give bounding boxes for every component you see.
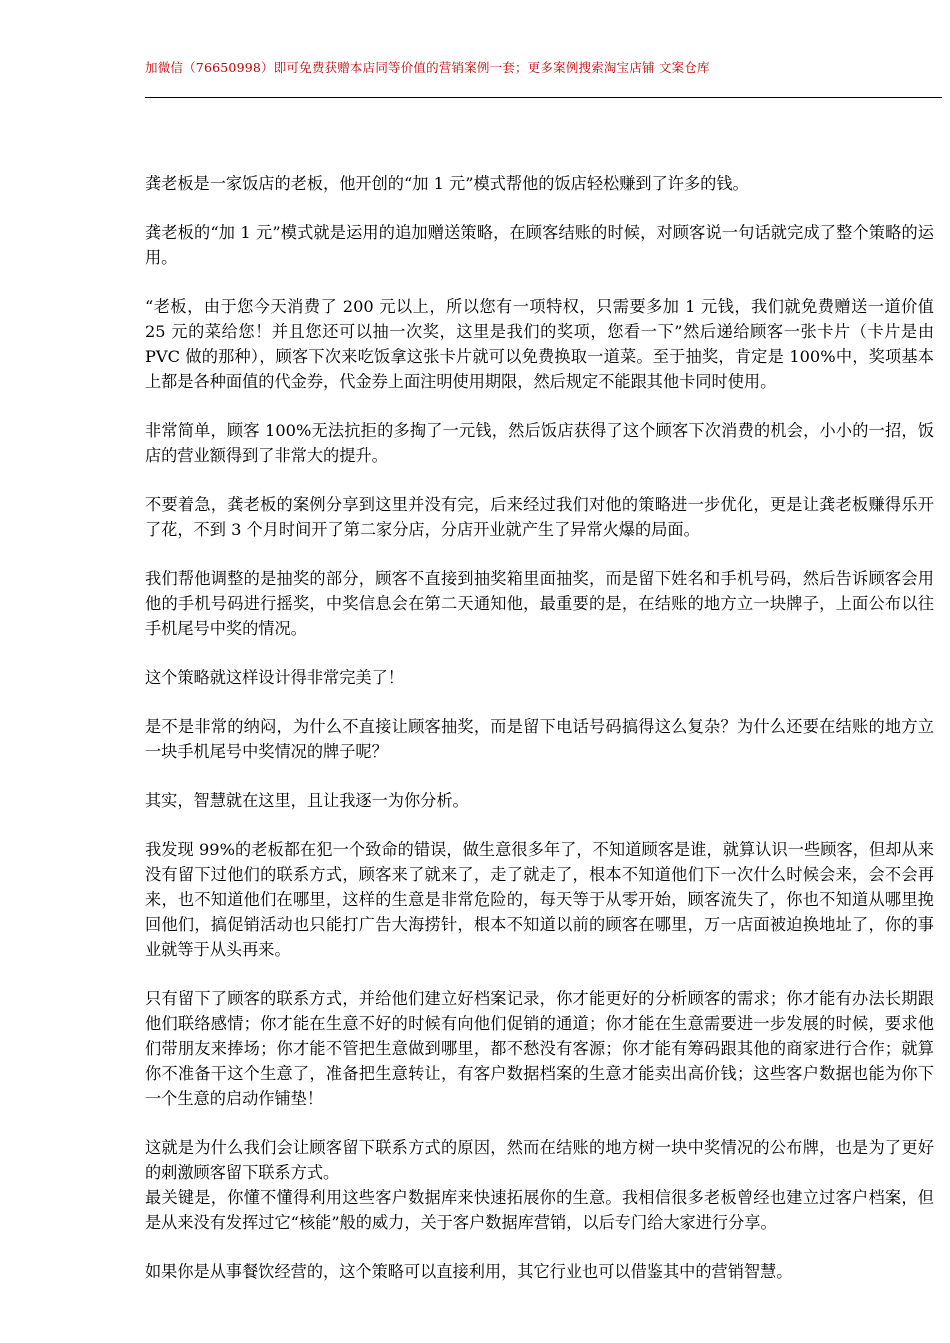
paragraph: 我们帮他调整的是抽奖的部分，顾客不直接到抽奖箱里面抽奖，而是留下姓名和手机号码，然后告诉顾客会用他的手机号码进行摇奖，中奖信息会在第二天通知他，最重要的是，在结账的地方立一块牌子，上面公布以往手机尾号中奖的情况。	[145, 569, 934, 638]
article-body	[145, 171, 934, 1308]
paragraph: 龚老板的“加 1 元”模式就是运用的追加赠送策略，在顾客结账的时候，对顾客说一句话就完成了整个策略的运用。	[145, 223, 934, 267]
paragraph: 不要着急，龚老板的案例分享到这里并没有完，后来经过我们对他的策略进一步优化，更是让龚老板赚得乐开了花，不到 3 个月时间开了第二家分店，分店开业就产生了异常火爆的局面。	[145, 495, 934, 539]
paragraph: 这就是为什么我们会让顾客留下联系方式的原因，然而在结账的地方树一块中奖情况的公布牌，也是为了更好的刺激顾客留下联系方式。	[145, 1138, 934, 1182]
paragraph: 如果你是从事餐饮经营的，这个策略可以直接利用，其它行业也可以借鉴其中的营销智慧。	[145, 1262, 793, 1281]
paragraph: 其实，智慧就在这里，且让我逐一为你分析。	[145, 791, 469, 810]
paragraph: 只有留下了顾客的联系方式，并给他们建立好档案记录，你才能更好的分析顾客的需求；你才能有办法长期跟他们联络感情；你才能在生意不好的时候有向他们促销的通道；你才能在生意需要进一步发展的时候，要求他们带朋友来捧场；你才能不管把生意做到哪里，都不愁没有客源；你才能有筹码跟其他的商家进行合作；就算你不准备干这个生意了，准备把生意转让，有客户数据档案的生意才能卖出高价钱；这些客户数据也能为你下一个生意的启动作铺垫！	[145, 989, 934, 1108]
paragraph: “老板，由于您今天消费了 200 元以上，所以您有一项特权，只需要多加 1 元钱，我们就免费赠送一道价值 25 元的菜给您！并且您还可以抽一次奖，这里是我们的奖项，您看一下”然后递给顾客一张卡片（卡片是由 PVC 做的那种），顾客下次来吃饭拿这张卡片就可以免费换取一道菜。至于抽奖，肯定是 100%中，奖项基本上都是各种面值的代金券，代金券上面注明使用期限，然后规定不能跟其他卡同时使用。	[145, 297, 934, 391]
paragraph: 这个策略就这样设计得非常完美了！	[145, 668, 404, 687]
paragraph: 非常简单，顾客 100%无法抗拒的多掏了一元钱，然后饭店获得了这个顾客下次消费的机会，小小的一招，饭店的营业额得到了非常大的提升。	[145, 421, 934, 465]
header-divider	[145, 97, 942, 98]
paragraph: 最关键是，你懂不懂得利用这些客户数据库来快速拓展你的生意。我相信很多老板曾经也建立过客户档案，但是从来没有发挥过它“核能”般的威力，关于客户数据库营销，以后专门给大家进行分享。	[145, 1188, 934, 1232]
paragraph: 龚老板是一家饭店的老板，他开创的“加 1 元”模式帮他的饭店轻松赚到了许多的钱。	[145, 174, 749, 193]
paragraph: 我发现 99%的老板都在犯一个致命的错误，做生意很多年了，不知道顾客是谁，就算认识一些顾客，但却从来没有留下过他们的联系方式，顾客来了就来了，走了就走了，根本不知道他们下一次什么时候会来，会不会再来，也不知道他们在哪里，这样的生意是非常危险的，每天等于从零开始，顾客流失了，你也不知道从哪里挽回他们，搞促销活动也只能打广告大海捞针，根本不知道以前的顾客在哪里，万一店面被迫换地址了，你的事业就等于从头再来。	[145, 840, 934, 959]
paragraph: 是不是非常的纳闷，为什么不直接让顾客抽奖，而是留下电话号码搞得这么复杂？为什么还要在结账的地方立一块手机尾号中奖情况的牌子呢？	[145, 717, 934, 761]
page-header-promo: 加微信（76650998）即可免费获赠本店同等价值的营销案例一套；更多案例搜索淘宝店铺 文案仓库	[145, 60, 710, 75]
